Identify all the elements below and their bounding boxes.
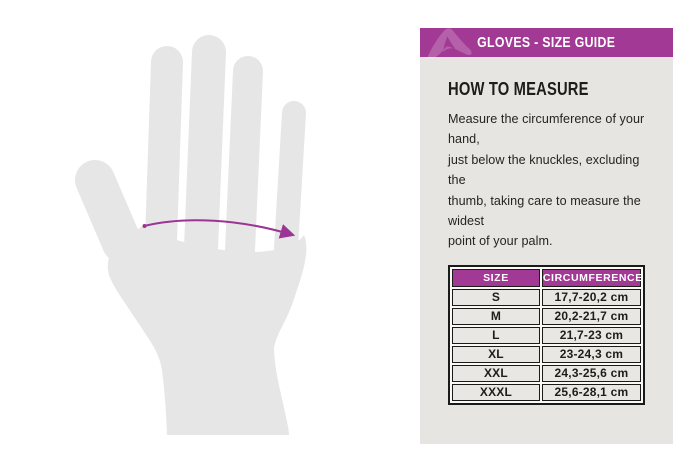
size-table: [448, 265, 645, 405]
table-row: [452, 308, 641, 325]
measure-instructions: Measure the circumference of your hand, just below the knuckles, excluding the thumb, taking care to measure the widest point of your palm.: [448, 112, 645, 249]
table-row: [452, 346, 641, 363]
circumference-cell: 20,2-21,7 cm: [542, 308, 641, 325]
size-guide-panel: [420, 28, 673, 444]
size-cell: XL: [452, 346, 540, 363]
panel-content: [420, 57, 673, 444]
banner-title: GLOVES - SIZE GUIDE: [477, 34, 616, 51]
size-cell: S: [452, 289, 540, 306]
section-heading: HOW TO MEASURE: [448, 79, 589, 99]
circumference-cell: 25,6-28,1 cm: [542, 384, 641, 401]
size-cell: XXXL: [452, 384, 540, 401]
hand-silhouette: [95, 52, 306, 435]
size-cell: L: [452, 327, 540, 344]
title-banner: [420, 28, 673, 57]
size-cell: XXL: [452, 365, 540, 382]
circumference-cell: 21,7-23 cm: [542, 327, 641, 344]
size-column-header: SIZE: [452, 269, 540, 287]
table-row: [452, 365, 641, 382]
circumference-cell: 24,3-25,6 cm: [542, 365, 641, 382]
table-row: [452, 289, 641, 306]
size-table-header-row: [452, 269, 641, 287]
size-cell: M: [452, 308, 540, 325]
circumference-cell: 23-24,3 cm: [542, 346, 641, 363]
circumference-column-header: CIRCUMFERENCE: [542, 269, 641, 287]
circumference-cell: 17,7-20,2 cm: [542, 289, 641, 306]
table-row: [452, 384, 641, 401]
table-row: [452, 327, 641, 344]
